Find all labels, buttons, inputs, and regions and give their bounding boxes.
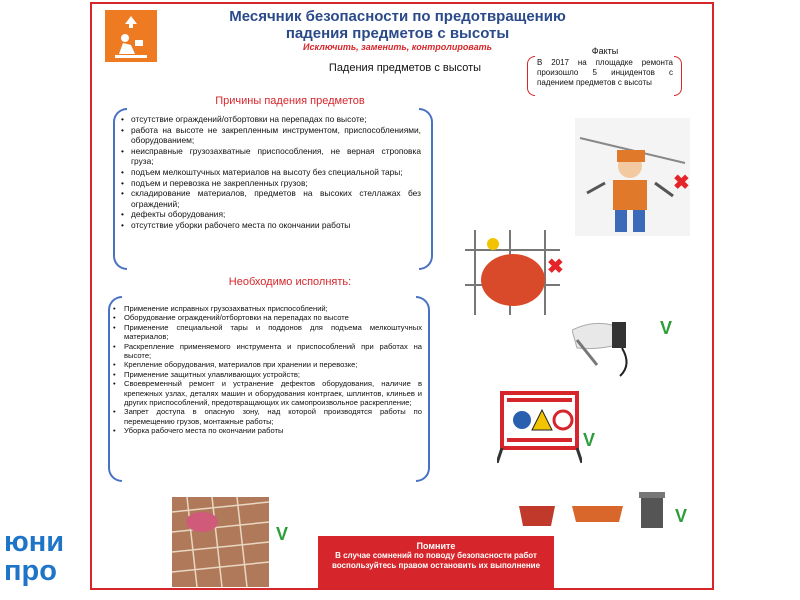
causes-title: Причины падения предметов [215,95,365,107]
must-item: • Крепление оборудования, материалов при хранении и перевозке; [122,360,422,369]
must-item: • Применение специальной тары и поддонов для подъема мелкоштучных материалов; [122,323,422,342]
cause-item: • складирование материалов, предметов на высоких стеллажах без ограждений; [125,188,421,209]
must-box [108,296,430,482]
brand-logo: юни про [4,526,65,587]
must-list [122,304,422,436]
falling-object-icon [105,10,157,62]
remember-title: Помните [416,541,456,551]
falling-object-logo [105,10,157,62]
remember-box [318,536,554,588]
must-item: • Оборудование ограждений/отбортовки на перепадах по высоте [122,313,422,322]
scaffold-load-illustration [465,230,560,315]
must-item: • Своевременный ремонт и устранение дефектов оборудования, наличие в крепежных узлах, деталях машин и оборудования контргаек, шплинтов, клиньев и других приспособлений, предотвращающих их самопроизвольное раскрепление; [122,379,422,407]
facts-box [527,56,682,96]
cause-item: • отсутствие ограждений/отбортовки на перепадах по высоте; [125,114,421,125]
cargo-container-illustration [517,500,557,530]
prohibited-mark-icon: ✖ [547,256,564,278]
approved-mark-icon: V [675,506,688,526]
must-title: Необходимо исполнять: [228,276,352,288]
causes-box [113,108,433,270]
prohibited-mark-icon: ✖ [673,172,690,194]
safety-net-photo [172,497,269,587]
must-item: • Уборка рабочего места по окончании работы [122,426,422,435]
waste-bin-illustration [637,490,667,532]
safety-barrier-illustration [497,388,582,463]
cause-item: • отсутствие уборки рабочего места по окончании работы [125,220,421,231]
tool-lanyard-illustration [572,310,652,380]
remember-text: В случае сомнений по поводу безопасности работ воспользуйтесь правом остановить их выполнение [331,551,541,570]
must-item: • Раскрепление применяемого инструмента и приспособлений при работах на высоте; [122,342,422,361]
cargo-tray-illustration [570,500,625,525]
must-item: • Запрет доступа в опасную зону, над которой производятся работы по перемещению грузов, монтажные работы; [122,407,422,426]
cause-item: • дефекты оборудования; [125,209,421,220]
cause-item: • подъем мелкоштучных материалов на высоту без специальной тары; [125,167,421,178]
page-title: Месячник безопасности по предотвращению падения предметов с высоты [229,8,566,42]
approved-mark-icon: V [660,318,673,338]
must-item: • Применение исправных грузозахватных приспособлений; [122,304,422,313]
cause-item: • работа на высоте не закрепленным инструментом, приспособлениями, оборудованием; [125,125,421,146]
must-item: • Применение защитных улавливающих устройств; [122,370,422,379]
section-title: Падения предметов с высоты [328,62,482,74]
page-subtitle: Исключить, заменить, контролировать [303,42,492,52]
cause-item: • неисправные грузозахватные приспособления, не верная строповка груза; [125,146,421,167]
approved-mark-icon: V [276,524,289,544]
facts-title: Факты [591,46,619,56]
facts-text: В 2017 на площадке ремонта произошло 5 инцидентов с падением предметов с высоты [537,58,673,87]
cause-item: • подъем и перевозка не закрепленных грузов; [125,178,421,189]
approved-mark-icon: V [583,430,596,450]
causes-list [125,114,421,231]
